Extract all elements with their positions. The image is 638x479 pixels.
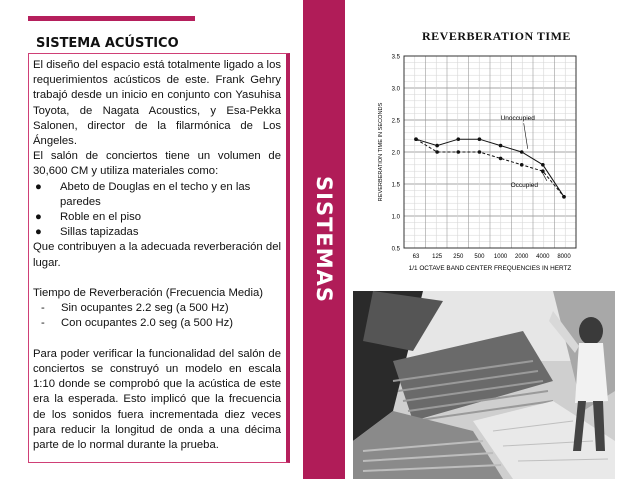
data-point [499, 157, 503, 161]
data-point [478, 150, 482, 154]
section-side-band [303, 0, 345, 479]
x-tick-label: 1000 [493, 254, 508, 260]
materials-list [33, 180, 281, 241]
y-tick-label: 1.0 [391, 214, 400, 221]
intro-paragraph: El diseño del espacio está totalmente ligado a los requerimientos acústicos de este. Frank Gehry trabajó desde un inicio en conjunto con Yasuhisa Toyota, de Nagata Acoustics, y Esa-Pekka Salonen, director de la filarmónica de Los Ángeles. [33, 59, 281, 148]
y-tick-label: 2.5 [391, 118, 400, 125]
materials-outro: Que contribuyen a la adecuada reverberación del lugar. [33, 241, 281, 269]
dash-icon: - [41, 302, 45, 315]
data-point [520, 163, 524, 167]
title-accent-bar [28, 16, 195, 21]
volume-paragraph: El salón de conciertos tiene un volumen de 30,600 CM y utiliza materiales como: [33, 150, 281, 178]
data-point [478, 137, 482, 141]
material-label: Roble en el piso [60, 211, 142, 224]
reverb-value: Sin ocupantes 2.2 seg (a 500 Hz) [61, 302, 229, 315]
data-point [414, 137, 418, 141]
y-tick-label: 1.5 [391, 182, 400, 189]
data-point [456, 150, 460, 154]
chart-title: REVERBERATION TIME [422, 29, 571, 43]
y-tick-label: 3.0 [391, 86, 400, 93]
x-tick-label: 63 [412, 254, 420, 260]
bullet-icon: ● [35, 226, 42, 239]
x-tick-label: 8000 [557, 254, 571, 260]
series-label: Occupied [510, 182, 539, 190]
annotation-leader [524, 123, 528, 149]
bullet-icon: ● [35, 211, 42, 224]
material-label: Abeto de Douglas en el techo y en las paredes [60, 180, 251, 208]
x-tick-label: 2000 [515, 254, 529, 260]
x-tick-label: 500 [474, 254, 485, 260]
data-point [541, 163, 545, 167]
data-point [435, 144, 439, 148]
list-item [33, 316, 281, 331]
list-item [33, 210, 281, 225]
x-axis-label: 1/1 OCTAVE BAND CENTER FREQUENCIES IN HERTZ [408, 265, 572, 272]
y-axis-label: REVERBERATION TIME IN SECONDS [378, 102, 384, 202]
x-tick-label: 4000 [536, 254, 550, 260]
x-tick-label: 250 [453, 254, 464, 260]
list-item [33, 301, 281, 316]
data-point [499, 144, 503, 148]
concert-hall-model-photo-icon [353, 291, 615, 479]
description-text-box [28, 53, 290, 463]
section-title: SISTEMA ACÚSTICO [36, 36, 179, 51]
y-tick-label: 3.5 [391, 54, 400, 61]
list-item [33, 225, 281, 240]
reverberation-chart [368, 22, 606, 284]
dash-icon: - [41, 317, 45, 330]
data-point [456, 137, 460, 141]
side-band-label: SISTEMAS [312, 175, 336, 303]
model-paragraph: Para poder verificar la funcionalidad del salón de conciertos se construyó un modelo en escala 1:10 donde se comprobó que la acústica de este era la esperada. Esto implicó que la frecuencia de los sonidos fuera incrementada diez veces para reducir la longitud de onda a una décima parte de lo normal durante la prueba. [33, 347, 281, 452]
bullet-icon: ● [35, 180, 42, 193]
data-point [562, 195, 566, 199]
data-point [520, 150, 524, 154]
material-label: Sillas tapizadas [60, 226, 139, 239]
y-tick-label: 0.5 [391, 246, 400, 253]
y-tick-label: 2.0 [391, 150, 400, 157]
data-point [435, 150, 439, 154]
reverb-time-list [33, 301, 281, 331]
series-label: Unoccupied [500, 115, 535, 122]
list-item [33, 180, 281, 210]
x-tick-label: 125 [432, 254, 443, 260]
reverb-value: Con ocupantes 2.0 seg (a 500 Hz) [61, 317, 234, 330]
reverb-heading: Tiempo de Reverberación (Frecuencia Media) [33, 287, 264, 300]
